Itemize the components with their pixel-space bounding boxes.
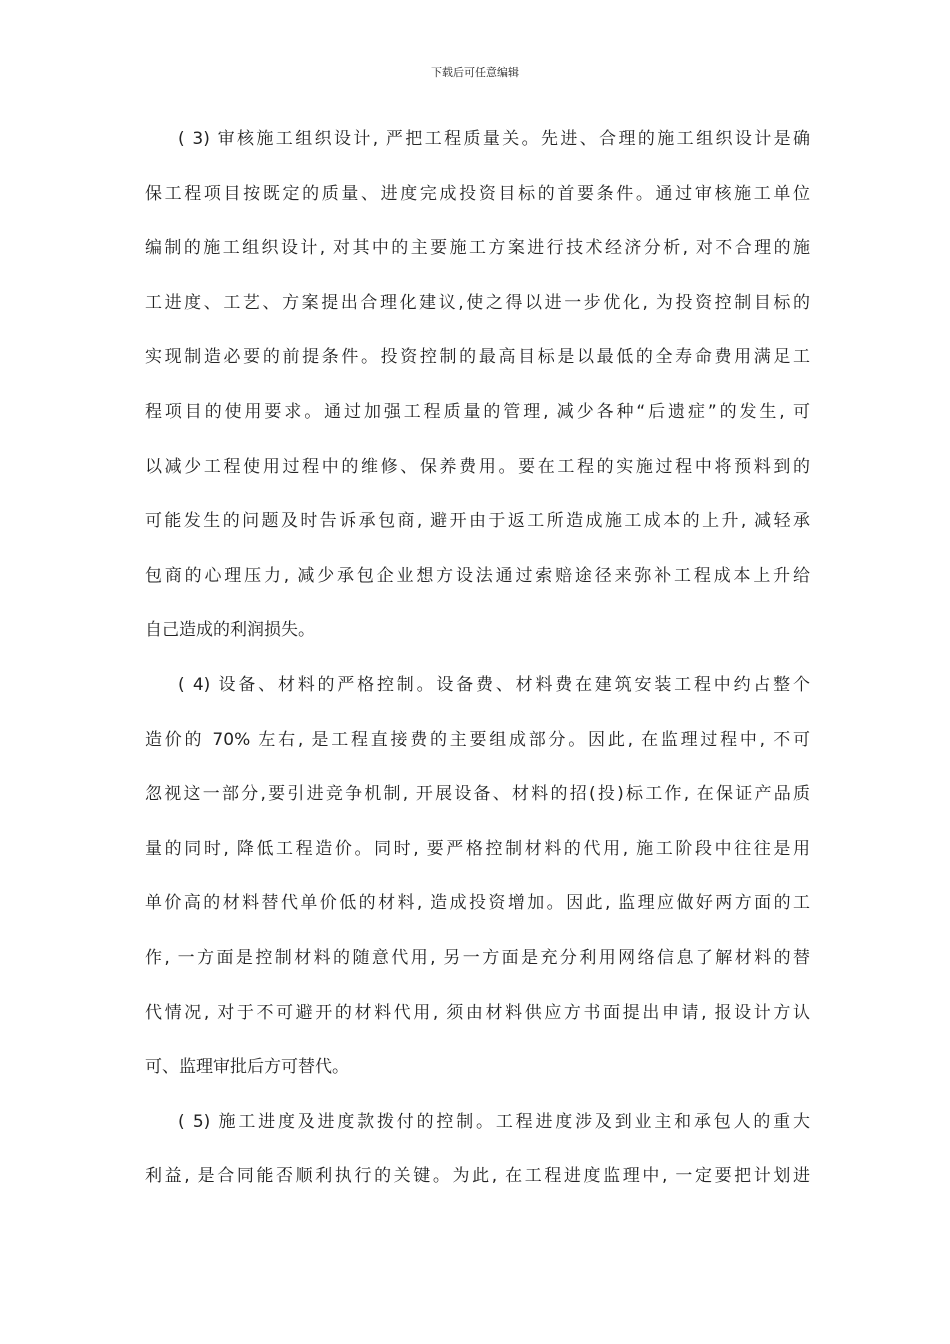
text-line: 工进度、工艺、方案提出合理化建议,使之得以进一步优化, 为投资控制目标的 xyxy=(145,292,810,313)
paragraph-5 xyxy=(145,1095,810,1204)
text-line: 代情况, 对于不可避开的材料代用, 须由材料供应方书面提出申请, 报设计方认 xyxy=(145,1002,810,1023)
text-line: 以减少工程使用过程中的维修、保养费用。要在工程的实施过程中将预料到的 xyxy=(145,456,810,477)
text-line: 可、监理审批后方可替代。 xyxy=(145,1057,349,1078)
document-body xyxy=(145,112,810,1204)
text-line: ( 3) 审核施工组织设计, 严把工程质量关。先进、合理的施工组织设计是确 xyxy=(178,129,810,149)
text-line: ( 5) 施工进度及进度款拨付的控制。工程进度涉及到业主和承包人的重大 xyxy=(178,1111,810,1132)
text-line: 程项目的使用要求。通过加强工程质量的管理, 减少各种“后遗症”的发生, 可 xyxy=(145,401,810,422)
paragraph-4 xyxy=(145,658,810,1095)
text-line: 单价高的材料替代单价低的材料, 造成投资增加。因此, 监理应做好两方面的工 xyxy=(145,893,810,914)
text-line: 可能发生的问题及时告诉承包商, 避开由于返工所造成施工成本的上升, 减轻承 xyxy=(145,511,810,532)
text-line: 编制的施工组织设计, 对其中的主要施工方案进行技术经济分析, 对不合理的施 xyxy=(145,238,810,259)
text-line: 造价的 70% 左右, 是工程直接费的主要组成部分。因此, 在监理过程中, 不可 xyxy=(145,729,810,750)
text-line: 自己造成的利润损失。 xyxy=(145,620,315,641)
text-line: 利益, 是合同能否顺利执行的关键。为此, 在工程进度监理中, 一定要把计划进 xyxy=(145,1166,810,1187)
text-line: 量的同时, 降低工程造价。同时, 要严格控制材料的代用, 施工阶段中往往是用 xyxy=(145,838,810,859)
paragraph-3 xyxy=(145,112,810,658)
page-header: 下载后可任意编辑 xyxy=(431,66,519,79)
text-line: 包商的心理压力, 减少承包企业想方设法通过索赔途径来弥补工程成本上升给 xyxy=(145,565,810,586)
text-line: ( 4) 设备、材料的严格控制。设备费、材料费在建筑安装工程中约占整个 xyxy=(178,674,810,695)
text-line: 保工程项目按既定的质量、进度完成投资目标的首要条件。通过审核施工单位 xyxy=(145,183,810,204)
text-line: 实现制造必要的前提条件。投资控制的最高目标是以最低的全寿命费用满足工 xyxy=(145,347,810,368)
text-line: 忽视这一部分,要引进竞争机制, 开展设备、材料的招(投)标工作, 在保证产品质 xyxy=(145,784,810,805)
text-line: 作, 一方面是控制材料的随意代用, 另一方面是充分利用网络信息了解材料的替 xyxy=(145,947,810,968)
